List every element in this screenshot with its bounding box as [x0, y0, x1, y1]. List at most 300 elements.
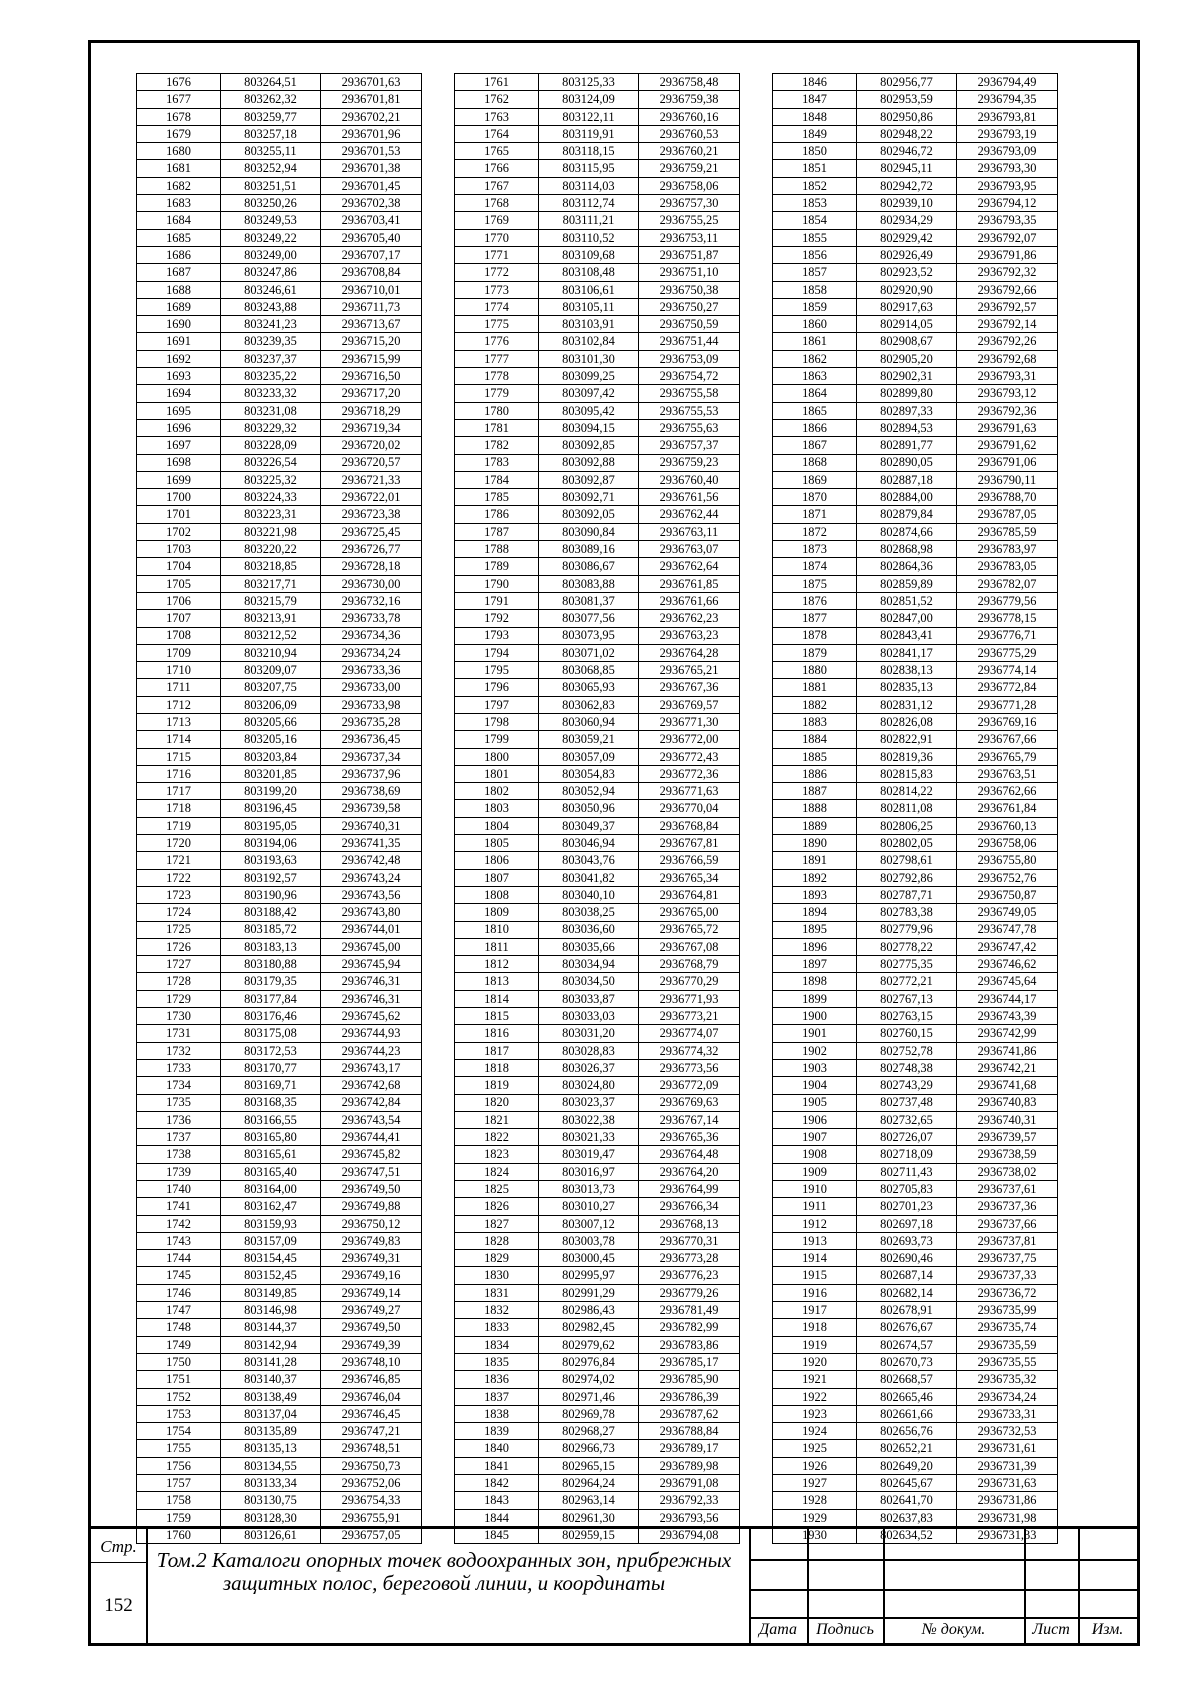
table-row: [455, 246, 740, 263]
table-row: [137, 160, 422, 177]
table-row: [455, 869, 740, 886]
table-row: [455, 1353, 740, 1370]
y-coordinate-cell: 2936783,97: [957, 541, 1058, 558]
table-row: [455, 177, 740, 194]
x-coordinate-cell: 802968,27: [539, 1423, 639, 1440]
y-coordinate-cell: 2936793,56: [639, 1509, 740, 1526]
table-row: [455, 1215, 740, 1232]
x-coordinate-cell: 803172,53: [221, 1042, 321, 1059]
point-number-cell: 1927: [773, 1475, 857, 1492]
x-coordinate-cell: 802705,83: [857, 1181, 957, 1198]
y-coordinate-cell: 2936737,96: [321, 765, 422, 782]
point-number-cell: 1905: [773, 1094, 857, 1111]
y-coordinate-cell: 2936701,96: [321, 125, 422, 142]
table-row: [137, 1059, 422, 1076]
y-coordinate-cell: 2936765,00: [639, 904, 740, 921]
x-coordinate-cell: 803195,05: [221, 817, 321, 834]
y-coordinate-cell: 2936744,23: [321, 1042, 422, 1059]
point-number-cell: 1867: [773, 437, 857, 454]
x-coordinate-cell: 803221,98: [221, 523, 321, 540]
table-row: [455, 1423, 740, 1440]
x-coordinate-cell: 802835,13: [857, 679, 957, 696]
x-coordinate-cell: 803118,15: [539, 143, 639, 160]
x-coordinate-cell: 803220,22: [221, 541, 321, 558]
x-coordinate-cell: 803138,49: [221, 1388, 321, 1405]
x-coordinate-cell: 803177,84: [221, 990, 321, 1007]
table-row: [455, 938, 740, 955]
point-number-cell: 1848: [773, 108, 857, 125]
table-row: [137, 1025, 422, 1042]
y-coordinate-cell: 2936749,16: [321, 1267, 422, 1284]
page-number: 152: [104, 1595, 133, 1616]
x-coordinate-cell: 803218,85: [221, 558, 321, 575]
table-row: [773, 1215, 1058, 1232]
point-number-cell: 1737: [137, 1129, 221, 1146]
y-coordinate-cell: 2936786,39: [639, 1388, 740, 1405]
point-number-cell: 1924: [773, 1423, 857, 1440]
y-coordinate-cell: 2936737,33: [957, 1267, 1058, 1284]
y-coordinate-cell: 2936772,09: [639, 1077, 740, 1094]
y-coordinate-cell: 2936764,48: [639, 1146, 740, 1163]
y-coordinate-cell: 2936734,36: [321, 627, 422, 644]
y-coordinate-cell: 2936789,17: [639, 1440, 740, 1457]
x-coordinate-cell: 802920,90: [857, 281, 957, 298]
table-row: [137, 1163, 422, 1180]
point-number-cell: 1768: [455, 195, 539, 212]
table-row: [773, 402, 1058, 419]
table-row: [137, 1146, 422, 1163]
x-coordinate-cell: 802811,08: [857, 800, 957, 817]
table-row: [455, 679, 740, 696]
point-number-cell: 1701: [137, 506, 221, 523]
y-coordinate-cell: 2936762,66: [957, 783, 1058, 800]
table-row: [137, 662, 422, 679]
y-coordinate-cell: 2936749,31: [321, 1250, 422, 1267]
point-number-cell: 1696: [137, 419, 221, 436]
table-row: [137, 523, 422, 540]
y-coordinate-cell: 2936702,21: [321, 108, 422, 125]
y-coordinate-cell: 2936782,99: [639, 1319, 740, 1336]
table-row: [773, 938, 1058, 955]
y-coordinate-cell: 2936791,62: [957, 437, 1058, 454]
y-coordinate-cell: 2936759,21: [639, 160, 740, 177]
x-coordinate-cell: 803259,77: [221, 108, 321, 125]
point-number-cell: 1728: [137, 973, 221, 990]
x-coordinate-cell: 802966,73: [539, 1440, 639, 1457]
y-coordinate-cell: 2936793,81: [957, 108, 1058, 125]
y-coordinate-cell: 2936793,19: [957, 125, 1058, 142]
x-coordinate-cell: 803144,37: [221, 1319, 321, 1336]
point-number-cell: 1897: [773, 956, 857, 973]
point-number-cell: 1782: [455, 437, 539, 454]
y-coordinate-cell: 2936760,21: [639, 143, 740, 160]
y-coordinate-cell: 2936754,33: [321, 1492, 422, 1509]
y-coordinate-cell: 2936745,64: [957, 973, 1058, 990]
y-coordinate-cell: 2936734,24: [957, 1388, 1058, 1405]
y-coordinate-cell: 2936773,56: [639, 1059, 740, 1076]
x-coordinate-cell: 802641,70: [857, 1492, 957, 1509]
point-number-cell: 1813: [455, 973, 539, 990]
table-row: [137, 143, 422, 160]
point-number-cell: 1816: [455, 1025, 539, 1042]
table-row: [455, 644, 740, 661]
table-row: [455, 385, 740, 402]
point-number-cell: 1705: [137, 575, 221, 592]
y-coordinate-cell: 2936749,27: [321, 1302, 422, 1319]
point-number-cell: 1909: [773, 1163, 857, 1180]
point-number-cell: 1843: [455, 1492, 539, 1509]
table-row: [773, 817, 1058, 834]
table-row: [137, 177, 422, 194]
y-coordinate-cell: 2936701,38: [321, 160, 422, 177]
point-number-cell: 1790: [455, 575, 539, 592]
table-row: [137, 1181, 422, 1198]
x-coordinate-cell: 802964,24: [539, 1475, 639, 1492]
table-row: [137, 1232, 422, 1249]
table-row: [773, 91, 1058, 108]
x-coordinate-cell: 803021,33: [539, 1129, 639, 1146]
x-coordinate-cell: 802772,21: [857, 973, 957, 990]
point-number-cell: 1830: [455, 1267, 539, 1284]
x-coordinate-cell: 802971,46: [539, 1388, 639, 1405]
y-coordinate-cell: 2936750,27: [639, 298, 740, 315]
table-row: [773, 575, 1058, 592]
point-number-cell: 1846: [773, 74, 857, 91]
point-number-cell: 1859: [773, 298, 857, 315]
table-row: [137, 229, 422, 246]
table-row: [455, 1077, 740, 1094]
point-number-cell: 1721: [137, 852, 221, 869]
x-coordinate-cell: 803137,04: [221, 1405, 321, 1422]
point-number-cell: 1732: [137, 1042, 221, 1059]
y-coordinate-cell: 2936764,81: [639, 886, 740, 903]
point-number-cell: 1921: [773, 1371, 857, 1388]
table-row: [137, 1423, 422, 1440]
x-coordinate-cell: 803122,11: [539, 108, 639, 125]
point-number-cell: 1786: [455, 506, 539, 523]
point-number-cell: 1901: [773, 1025, 857, 1042]
table-row: [773, 1232, 1058, 1249]
point-number-cell: 1884: [773, 731, 857, 748]
y-coordinate-cell: 2936760,16: [639, 108, 740, 125]
point-number-cell: 1807: [455, 869, 539, 886]
y-coordinate-cell: 2936702,38: [321, 195, 422, 212]
x-coordinate-cell: 803134,55: [221, 1457, 321, 1474]
y-coordinate-cell: 2936762,44: [639, 506, 740, 523]
table-row: [137, 1353, 422, 1370]
y-coordinate-cell: 2936737,34: [321, 748, 422, 765]
y-coordinate-cell: 2936767,14: [639, 1111, 740, 1128]
point-number-cell: 1753: [137, 1405, 221, 1422]
point-number-cell: 1899: [773, 990, 857, 1007]
y-coordinate-cell: 2936773,28: [639, 1250, 740, 1267]
point-number-cell: 1748: [137, 1319, 221, 1336]
table-row: [137, 541, 422, 558]
x-coordinate-cell: 803083,88: [539, 575, 639, 592]
y-coordinate-cell: 2936769,16: [957, 713, 1058, 730]
table-row: [137, 489, 422, 506]
x-coordinate-cell: 802737,48: [857, 1094, 957, 1111]
y-coordinate-cell: 2936730,00: [321, 575, 422, 592]
point-number-cell: 1693: [137, 368, 221, 385]
table-row: [773, 1267, 1058, 1284]
table-row: [455, 1388, 740, 1405]
x-coordinate-cell: 802874,66: [857, 523, 957, 540]
y-coordinate-cell: 2936770,04: [639, 800, 740, 817]
point-number-cell: 1920: [773, 1353, 857, 1370]
x-coordinate-cell: 803157,09: [221, 1232, 321, 1249]
y-coordinate-cell: 2936733,36: [321, 662, 422, 679]
x-coordinate-cell: 803068,85: [539, 662, 639, 679]
x-coordinate-cell: 802982,45: [539, 1319, 639, 1336]
y-coordinate-cell: 2936711,73: [321, 298, 422, 315]
point-number-cell: 1745: [137, 1267, 221, 1284]
point-number-cell: 1815: [455, 1008, 539, 1025]
table-row: [455, 1025, 740, 1042]
y-coordinate-cell: 2936792,66: [957, 281, 1058, 298]
y-coordinate-cell: 2936735,74: [957, 1319, 1058, 1336]
x-coordinate-cell: 803023,37: [539, 1094, 639, 1111]
y-coordinate-cell: 2936741,68: [957, 1077, 1058, 1094]
point-number-cell: 1687: [137, 264, 221, 281]
y-coordinate-cell: 2936772,43: [639, 748, 740, 765]
x-coordinate-cell: 803112,74: [539, 195, 639, 212]
table-row: [455, 627, 740, 644]
table-row: [455, 1163, 740, 1180]
point-number-cell: 1800: [455, 748, 539, 765]
y-coordinate-cell: 2936738,59: [957, 1146, 1058, 1163]
x-coordinate-cell: 802945,11: [857, 160, 957, 177]
x-coordinate-cell: 803228,09: [221, 437, 321, 454]
table-row: [773, 696, 1058, 713]
y-coordinate-cell: 2936723,38: [321, 506, 422, 523]
x-coordinate-cell: 803246,61: [221, 281, 321, 298]
table-row: [455, 731, 740, 748]
x-coordinate-cell: 803059,21: [539, 731, 639, 748]
x-coordinate-cell: 802859,89: [857, 575, 957, 592]
x-coordinate-cell: 803154,45: [221, 1250, 321, 1267]
table-row: [773, 1059, 1058, 1076]
y-coordinate-cell: 2936739,58: [321, 800, 422, 817]
x-coordinate-cell: 803050,96: [539, 800, 639, 817]
table-row: [455, 523, 740, 540]
point-number-cell: 1719: [137, 817, 221, 834]
y-coordinate-cell: 2936760,13: [957, 817, 1058, 834]
table-row: [137, 1008, 422, 1025]
table-row: [137, 1492, 422, 1509]
x-coordinate-cell: 802802,05: [857, 835, 957, 852]
x-coordinate-cell: 802976,84: [539, 1353, 639, 1370]
point-number-cell: 1844: [455, 1509, 539, 1526]
x-coordinate-cell: 802884,00: [857, 489, 957, 506]
point-number-cell: 1826: [455, 1198, 539, 1215]
point-number-cell: 1836: [455, 1371, 539, 1388]
point-number-cell: 1871: [773, 506, 857, 523]
x-coordinate-cell: 802969,78: [539, 1405, 639, 1422]
x-coordinate-cell: 803249,00: [221, 246, 321, 263]
x-coordinate-cell: 802965,15: [539, 1457, 639, 1474]
table-row: [773, 1388, 1058, 1405]
table-row: [455, 852, 740, 869]
x-coordinate-cell: 802787,71: [857, 886, 957, 903]
table-row: [773, 143, 1058, 160]
y-coordinate-cell: 2936707,17: [321, 246, 422, 263]
table-row: [455, 1440, 740, 1457]
x-coordinate-cell: 802959,15: [539, 1526, 639, 1543]
table-row: [137, 298, 422, 315]
y-coordinate-cell: 2936781,49: [639, 1302, 740, 1319]
table-row: [137, 506, 422, 523]
y-coordinate-cell: 2936764,99: [639, 1181, 740, 1198]
point-number-cell: 1801: [455, 765, 539, 782]
point-number-cell: 1692: [137, 350, 221, 367]
table-row: [773, 489, 1058, 506]
y-coordinate-cell: 2936739,57: [957, 1129, 1058, 1146]
point-number-cell: 1751: [137, 1371, 221, 1388]
table-row: [137, 1267, 422, 1284]
table-row: [773, 990, 1058, 1007]
point-number-cell: 1889: [773, 817, 857, 834]
x-coordinate-cell: 802826,08: [857, 713, 957, 730]
x-coordinate-cell: 803036,60: [539, 921, 639, 938]
table-row: [137, 1371, 422, 1388]
table-row: [773, 1250, 1058, 1267]
x-coordinate-cell: 802661,66: [857, 1405, 957, 1422]
point-number-cell: 1765: [455, 143, 539, 160]
point-number-cell: 1872: [773, 523, 857, 540]
y-coordinate-cell: 2936722,01: [321, 489, 422, 506]
x-coordinate-cell: 802645,67: [857, 1475, 957, 1492]
y-coordinate-cell: 2936783,86: [639, 1336, 740, 1353]
table-row: [773, 765, 1058, 782]
table-row: [455, 350, 740, 367]
x-coordinate-cell: 803033,87: [539, 990, 639, 1007]
point-number-cell: 1910: [773, 1181, 857, 1198]
y-coordinate-cell: 2936764,28: [639, 644, 740, 661]
x-coordinate-cell: 803209,07: [221, 662, 321, 679]
y-coordinate-cell: 2936792,33: [639, 1492, 740, 1509]
table-row: [137, 731, 422, 748]
x-coordinate-cell: 803090,84: [539, 523, 639, 540]
table-row: [455, 298, 740, 315]
x-coordinate-cell: 802822,91: [857, 731, 957, 748]
point-number-cell: 1703: [137, 541, 221, 558]
x-coordinate-cell: 802634,52: [857, 1526, 957, 1543]
point-number-cell: 1722: [137, 869, 221, 886]
point-number-cell: 1869: [773, 471, 857, 488]
x-coordinate-cell: 802942,72: [857, 177, 957, 194]
x-coordinate-cell: 803251,51: [221, 177, 321, 194]
y-coordinate-cell: 2936750,73: [321, 1457, 422, 1474]
y-coordinate-cell: 2936791,08: [639, 1475, 740, 1492]
y-coordinate-cell: 2936763,07: [639, 541, 740, 558]
y-coordinate-cell: 2936737,75: [957, 1250, 1058, 1267]
y-coordinate-cell: 2936755,58: [639, 385, 740, 402]
table-row: [455, 1302, 740, 1319]
table-row: [773, 125, 1058, 142]
table-row: [455, 1457, 740, 1474]
point-number-cell: 1702: [137, 523, 221, 540]
table-row: [455, 1267, 740, 1284]
x-coordinate-cell: 802979,62: [539, 1336, 639, 1353]
point-number-cell: 1780: [455, 402, 539, 419]
y-coordinate-cell: 2936705,40: [321, 229, 422, 246]
y-coordinate-cell: 2936747,21: [321, 1423, 422, 1440]
table-row: [455, 264, 740, 281]
point-number-cell: 1759: [137, 1509, 221, 1526]
table-row: [137, 1042, 422, 1059]
x-coordinate-cell: 803199,20: [221, 783, 321, 800]
y-coordinate-cell: 2936744,17: [957, 990, 1058, 1007]
doc-number-column-label: № докум.: [921, 1621, 986, 1638]
table-row: [773, 350, 1058, 367]
table-row: [137, 1475, 422, 1492]
x-coordinate-cell: 802649,20: [857, 1457, 957, 1474]
y-coordinate-cell: 2936740,31: [321, 817, 422, 834]
point-number-cell: 1925: [773, 1440, 857, 1457]
y-coordinate-cell: 2936751,10: [639, 264, 740, 281]
y-coordinate-cell: 2936792,36: [957, 402, 1058, 419]
point-number-cell: 1804: [455, 817, 539, 834]
point-number-cell: 1913: [773, 1232, 857, 1249]
x-coordinate-cell: 803049,37: [539, 817, 639, 834]
table-row: [137, 1250, 422, 1267]
y-coordinate-cell: 2936759,23: [639, 454, 740, 471]
y-coordinate-cell: 2936715,99: [321, 350, 422, 367]
y-coordinate-cell: 2936767,08: [639, 938, 740, 955]
x-coordinate-cell: 803135,89: [221, 1423, 321, 1440]
x-coordinate-cell: 802868,98: [857, 541, 957, 558]
table-row: [137, 1336, 422, 1353]
x-coordinate-cell: 802763,15: [857, 1008, 957, 1025]
table-row: [773, 385, 1058, 402]
point-number-cell: 1736: [137, 1111, 221, 1128]
point-number-cell: 1890: [773, 835, 857, 852]
x-coordinate-cell: 803249,22: [221, 229, 321, 246]
point-number-cell: 1911: [773, 1198, 857, 1215]
table-row: [137, 1388, 422, 1405]
table-row: [137, 368, 422, 385]
x-coordinate-cell: 803262,32: [221, 91, 321, 108]
y-coordinate-cell: 2936767,36: [639, 679, 740, 696]
x-coordinate-cell: 802838,13: [857, 662, 957, 679]
x-coordinate-cell: 803185,72: [221, 921, 321, 938]
point-number-cell: 1771: [455, 246, 539, 263]
x-coordinate-cell: 803130,75: [221, 1492, 321, 1509]
x-coordinate-cell: 803205,66: [221, 713, 321, 730]
point-number-cell: 1764: [455, 125, 539, 142]
x-coordinate-cell: 803255,11: [221, 143, 321, 160]
x-coordinate-cell: 803034,50: [539, 973, 639, 990]
table-row: [773, 298, 1058, 315]
x-coordinate-cell: 803052,94: [539, 783, 639, 800]
point-number-cell: 1683: [137, 195, 221, 212]
x-coordinate-cell: 803235,22: [221, 368, 321, 385]
y-coordinate-cell: 2936732,53: [957, 1423, 1058, 1440]
x-coordinate-cell: 802814,22: [857, 783, 957, 800]
point-number-cell: 1922: [773, 1388, 857, 1405]
x-coordinate-cell: 803099,25: [539, 368, 639, 385]
table-row: [773, 1198, 1058, 1215]
table-row: [773, 246, 1058, 263]
y-coordinate-cell: 2936765,36: [639, 1129, 740, 1146]
y-coordinate-cell: 2936735,55: [957, 1353, 1058, 1370]
y-coordinate-cell: 2936755,80: [957, 852, 1058, 869]
point-number-cell: 1856: [773, 246, 857, 263]
y-coordinate-cell: 2936731,86: [957, 1492, 1058, 1509]
table-row: [137, 1094, 422, 1111]
point-number-cell: 1854: [773, 212, 857, 229]
